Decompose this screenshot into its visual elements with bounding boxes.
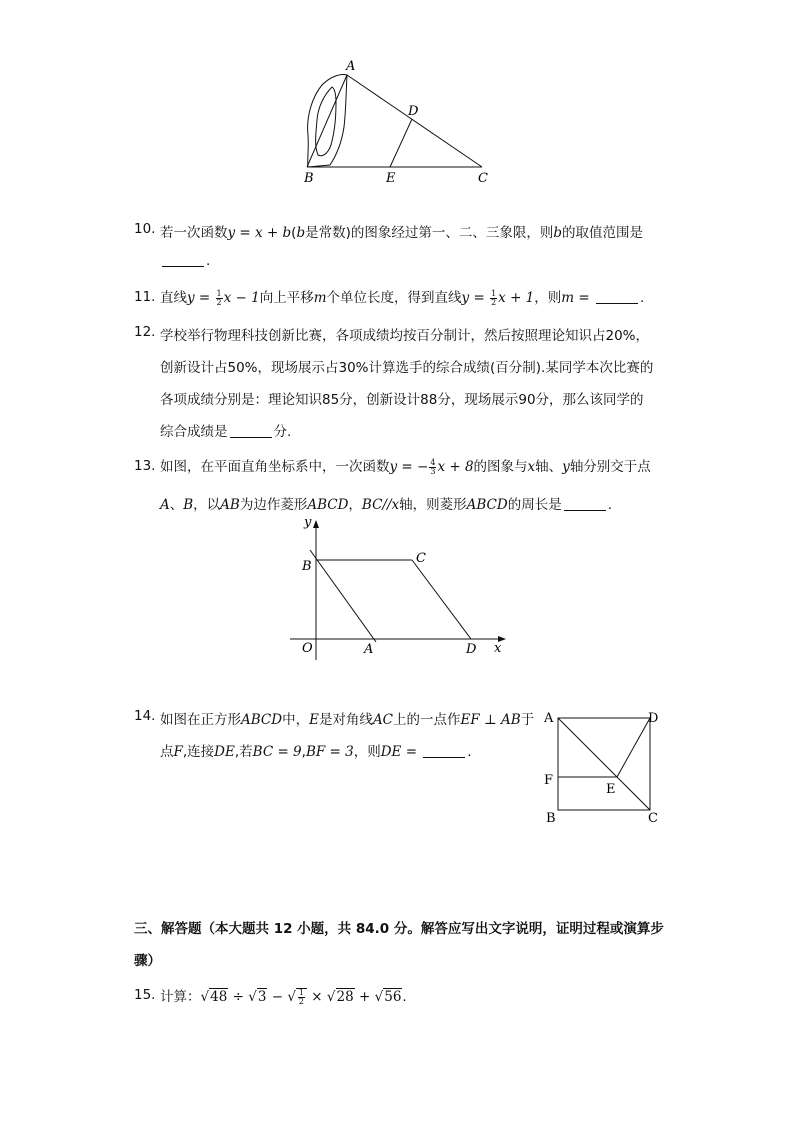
q15-op3: ×: [307, 989, 327, 1005]
q13-l2j: 轴，则菱形: [399, 497, 467, 513]
q14-t2: 中，: [282, 712, 310, 728]
q11-frac2-den: 2: [491, 297, 497, 307]
section-3-heading-line2: 骤）: [134, 953, 161, 969]
segment-ac: [347, 75, 482, 167]
q14-l2i: ，则: [353, 744, 381, 760]
q14-t1: 如图在正方形: [160, 712, 241, 728]
q14-t4: 上的一点作: [393, 712, 461, 728]
q14-end: .: [467, 744, 472, 760]
question-11-number: 11.: [134, 289, 156, 305]
q15-sqrt-half: √ $\frac{1}{2}$: [287, 988, 307, 1005]
fig2-label-a: A: [364, 642, 374, 657]
line-ab-extended: [310, 550, 376, 642]
q11-end: .: [639, 290, 645, 306]
q10-text-mid: 是常数)的图象经过第一、二、三象限，则: [305, 225, 554, 241]
q10-answer-blank[interactable]: [162, 253, 204, 267]
q13-l2e: AB: [220, 497, 240, 513]
fig2-label-o: O: [302, 641, 313, 656]
q13-x: x: [527, 459, 536, 475]
fig3-label-f: F: [544, 773, 554, 788]
q11-frac1: [216, 290, 223, 307]
q13-t1: 如图，在平面直角坐标系中，一次函数: [160, 459, 390, 475]
q10-paren: (: [291, 225, 297, 241]
q11-frac2: [490, 290, 497, 307]
question-14-number: 14.: [134, 708, 156, 724]
q11-answer-blank[interactable]: [596, 290, 638, 304]
q11-t1: 直线: [160, 290, 187, 306]
q15-r4: 56: [384, 989, 402, 1005]
q11-f1a: y =: [187, 290, 215, 306]
question-10-line1: [160, 221, 643, 241]
q15-op4: +: [354, 989, 375, 1005]
q13-t2: 的图象与: [473, 459, 528, 475]
segment-cd: [412, 560, 471, 639]
question-12-line3: 各项成绩分别是：理论知识85分，创新设计88分，现场展示90分，那么该同学的: [160, 392, 644, 408]
q11-t3: 个单位长度，得到直线: [326, 290, 462, 306]
fig3-label-a: A: [544, 711, 554, 726]
q10-end: .: [206, 253, 211, 269]
fig1-label-e: E: [386, 171, 396, 186]
q15-frac-den: 2: [298, 997, 305, 1006]
q11-f1b: x − 1: [223, 290, 260, 306]
q10-text-after: 的取值范围是: [562, 225, 644, 241]
question-13-line2: [160, 493, 612, 513]
q10-text-before: 若一次函数: [160, 225, 228, 241]
question-13-number: 13.: [134, 458, 156, 474]
figure-square-abcd: [538, 706, 668, 831]
q13-frac-num: 4: [430, 457, 436, 467]
q14-l2b: F: [173, 744, 183, 760]
q13-l2b: 、: [169, 497, 184, 513]
q12-line4a: 综合成绩是: [160, 424, 228, 440]
q12-answer-blank[interactable]: [230, 424, 272, 438]
fig3-label-c: C: [648, 811, 658, 826]
q15-end: .: [402, 989, 407, 1005]
q14-t5: 于: [520, 712, 535, 728]
q14-v2: E: [309, 712, 319, 728]
q13-l2c: B: [183, 497, 194, 513]
q13-f1b: x + 8: [437, 459, 474, 475]
fig2-label-y: y: [304, 515, 312, 530]
y-axis-arrow: [313, 520, 319, 528]
question-13-line1: [160, 455, 651, 476]
q13-l2i: BC//x: [361, 497, 400, 513]
fig2-label-d: D: [466, 642, 477, 657]
question-10-line2: [160, 253, 210, 269]
figure-coordinate-rhombus: [284, 512, 514, 662]
q12-line4b: 分.: [273, 424, 292, 440]
fig3-label-e: E: [606, 782, 616, 797]
q13-l2k: ABCD: [466, 497, 508, 513]
question-12-number: 12.: [134, 324, 156, 340]
q14-l2f: BC = 9: [252, 744, 302, 760]
q15-sqrt-28: √28: [326, 989, 354, 1005]
q13-f1a: y = −: [389, 459, 429, 475]
segment-ab: [307, 75, 347, 167]
q13-l2l: 的周长是: [507, 497, 562, 513]
fig3-label-b: B: [546, 811, 556, 826]
q11-f3: m =: [561, 290, 594, 306]
q14-l2e: ,若: [234, 744, 253, 760]
fig3-label-d: D: [648, 711, 659, 726]
question-12-line2: 创新设计占50%，现场展示占30%计算选手的综合成绩(百分制).某同学本次比赛的: [160, 360, 654, 376]
q13-l2f: 为边作菱形: [239, 497, 308, 513]
q14-v4: EF ⊥ AB: [460, 712, 521, 728]
q10-var-b2: b: [553, 225, 563, 241]
fig1-label-c: C: [478, 171, 488, 186]
q13-l2g: ABCD: [307, 497, 349, 513]
fig1-label-b: B: [304, 171, 314, 186]
q13-l2d: ，以: [193, 497, 221, 513]
q13-l2a: A: [160, 497, 170, 513]
q11-f2a: y =: [461, 290, 490, 306]
q15-r1: 48: [210, 989, 228, 1005]
q15-sqrt-half-rad: [296, 988, 307, 1005]
q11-frac1-num: 1: [216, 288, 222, 298]
q14-l2j: DE =: [380, 744, 422, 760]
q14-l2c: ,连接: [182, 744, 215, 760]
q13-y: y: [562, 459, 570, 475]
q11-t4: ，则: [534, 290, 562, 306]
q11-var-m: m: [313, 290, 327, 306]
q14-l2g: ,: [301, 744, 306, 760]
q13-l2h: ，: [348, 497, 362, 513]
question-10-number: 10.: [134, 221, 156, 237]
irregular-shape-inner: [316, 87, 336, 156]
q14-l2a: 点: [160, 744, 174, 760]
q15-op1: ÷: [228, 989, 249, 1005]
fig1-label-d: D: [408, 104, 419, 119]
q14-l2d: DE: [214, 744, 235, 760]
question-14-line2: [160, 740, 472, 760]
q15-frac-num: 1: [298, 988, 305, 997]
q13-end: .: [607, 497, 613, 513]
q11-t2: 向上平移: [259, 290, 314, 306]
question-14-line1: [160, 708, 534, 728]
question-15-line: [160, 985, 407, 1006]
segment-de: [390, 119, 412, 167]
q10-formula: y = x + b: [227, 225, 292, 241]
q11-frac2-num: 1: [491, 288, 497, 298]
diagonal-ac: [558, 718, 650, 810]
q14-t3: 是对角线: [318, 712, 373, 728]
segment-de: [617, 718, 650, 777]
q14-answer-blank[interactable]: [423, 744, 465, 758]
question-12-line1: 学校举行物理科技创新比赛，各项成绩均按百分制计，然后按照理论知识占20%，: [160, 328, 650, 344]
fig1-label-a: A: [346, 59, 356, 74]
question-12-line4: [160, 420, 291, 440]
q14-v3: AC: [372, 712, 394, 728]
q15-sqrt-56: √56: [374, 989, 402, 1005]
q14-l2h: BF = 3: [305, 744, 354, 760]
q15-r2: 3: [257, 989, 267, 1005]
q15-sqrt-3: √3: [248, 989, 267, 1005]
q11-f2b: x + 1: [498, 290, 535, 306]
q14-v1: ABCD: [241, 712, 283, 728]
fig2-label-b: B: [302, 559, 312, 574]
q13-t4: 轴分别交于点: [569, 459, 651, 475]
q15-r3: 28: [336, 989, 354, 1005]
q15-op2: −: [267, 989, 288, 1005]
q15-t1: 计算：: [160, 989, 201, 1005]
q11-frac1-den: 2: [216, 297, 222, 307]
section-3-heading-line1: 三、解答题（本大题共 12 小题，共 84.0 分。解答应写出文字说明，证明过程或演算步: [134, 921, 664, 937]
question-15-number: 15.: [134, 987, 156, 1003]
figure-triangle-abc: [290, 55, 510, 190]
question-11-line: [160, 286, 644, 307]
fig2-label-c: C: [416, 551, 426, 566]
q13-t3: 轴、: [535, 459, 563, 475]
q13-frac-den: 3: [430, 466, 436, 476]
q13-frac: [429, 459, 436, 476]
fig2-label-x: x: [494, 641, 502, 656]
q13-answer-blank[interactable]: [564, 497, 606, 511]
q10-var-b: b: [296, 225, 306, 241]
q15-frac: [298, 989, 305, 1006]
q15-sqrt-48: √48: [200, 989, 228, 1005]
